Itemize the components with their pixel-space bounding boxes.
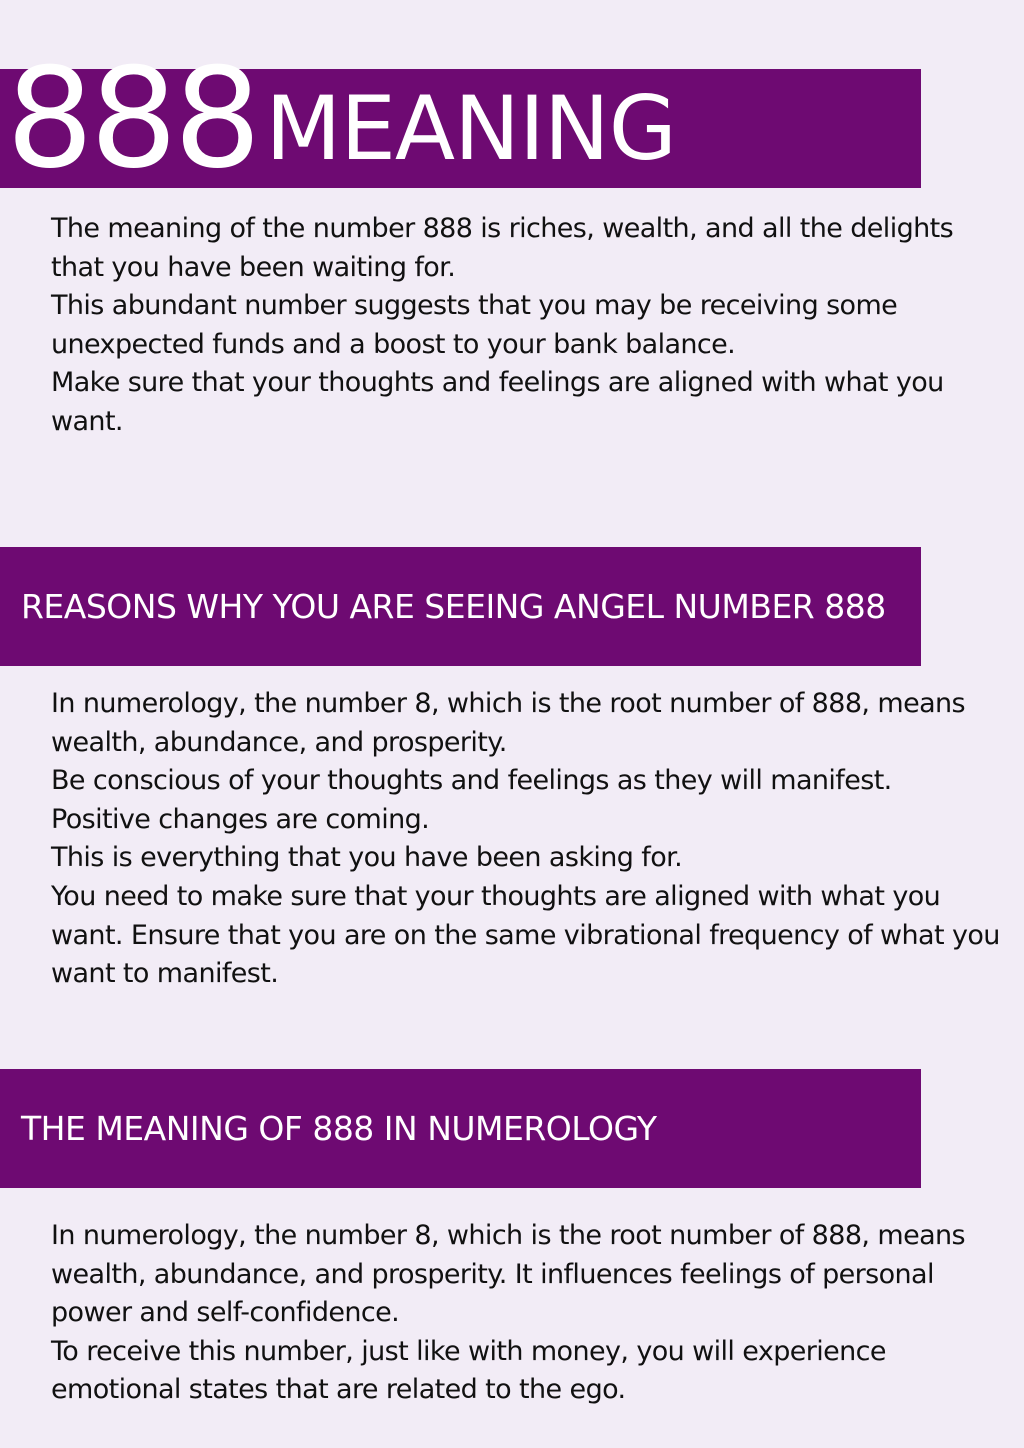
paragraph: In numerology, the number 8, which is the root number of 888, means wealth, abundance, and prosperity. (51, 688, 966, 758)
paragraph: To receive this number, just like with money, you will experience emotional states that are related to the ego. (51, 1335, 886, 1406)
paragraph: The meaning of the number 888 is riches, wealth, and all the delights that you have been waiting for. (51, 213, 954, 283)
title-number: 888 (6, 44, 258, 194)
paragraph: You need to make sure that your thoughts are aligned with what you want. Ensure that you are on the same vibrational frequency of what you want to manifest. (51, 880, 1000, 990)
intro-text (51, 210, 1011, 442)
section-banner-numerology (0, 1069, 921, 1188)
title-word: MEANING (265, 77, 676, 180)
paragraph: This abundant number suggests that you may be receiving some unexpected funds and a boost to your bank balance. (51, 290, 898, 360)
reasons-text (51, 685, 1011, 994)
paragraph: Positive changes are coming. (51, 803, 430, 835)
numerology-text (51, 1217, 1011, 1410)
section-heading: REASONS WHY YOU ARE SEEING ANGEL NUMBER 888 (21, 587, 886, 626)
page-title (6, 44, 921, 194)
paragraph: Be conscious of your thoughts and feelings as they will manifest. (51, 765, 892, 797)
section-banner-reasons (0, 547, 921, 666)
paragraph: In numerology, the number 8, which is the root number of 888, means wealth, abundance, and prosperity. It influences feelings of personal power and self-confidence. (51, 1220, 966, 1329)
section-heading: THE MEANING OF 888 IN NUMEROLOGY (21, 1109, 657, 1148)
paragraph: Make sure that your thoughts and feelings are aligned with what you want. (51, 367, 944, 437)
paragraph: This is everything that you have been asking for. (51, 842, 683, 874)
